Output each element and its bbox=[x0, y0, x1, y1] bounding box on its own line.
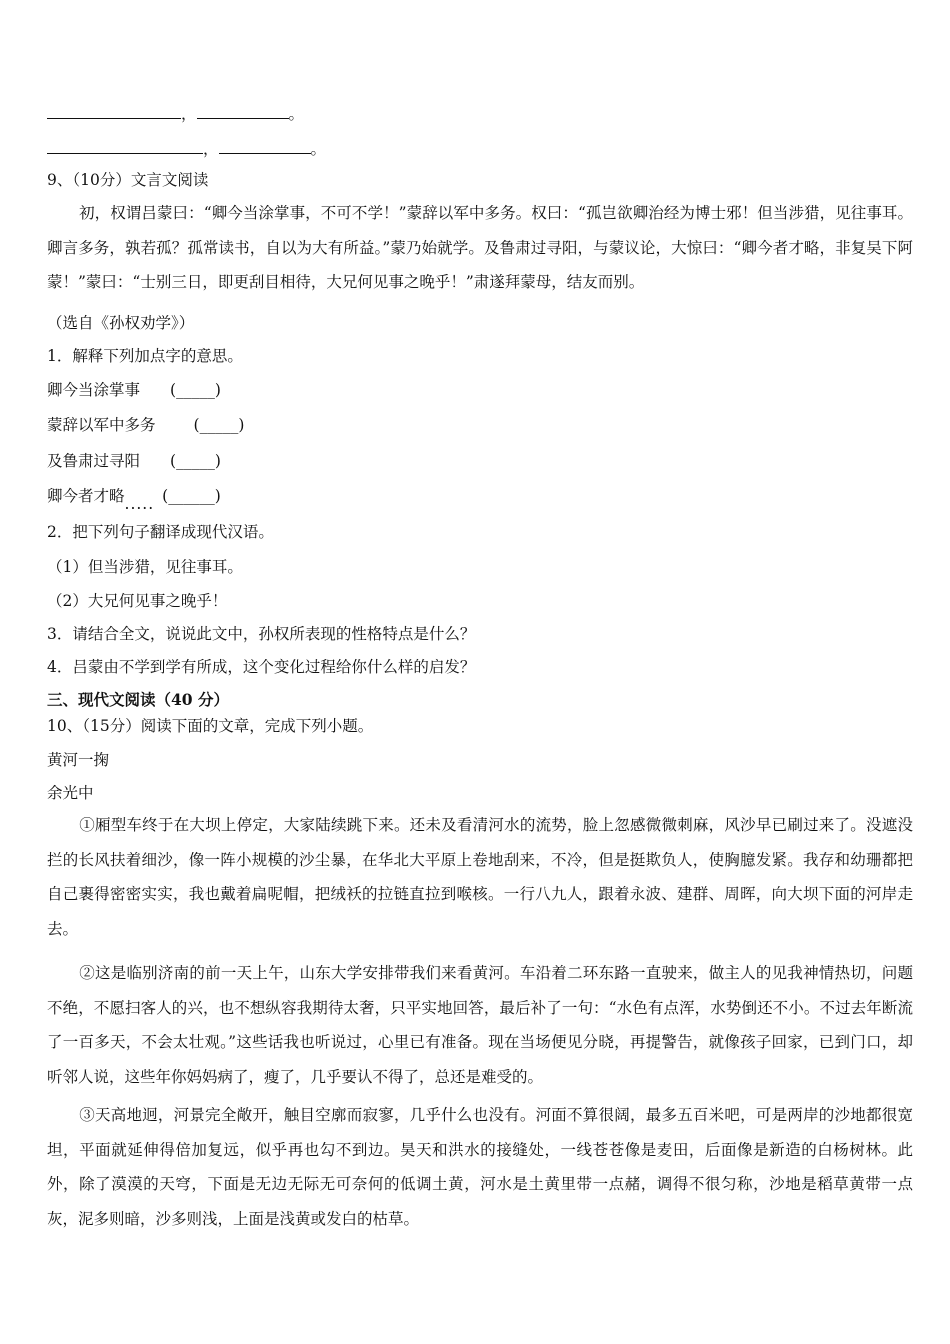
article-paragraph-1 bbox=[47, 808, 913, 946]
word-item-text: 蒙辞以军中多务 bbox=[47, 416, 156, 434]
word-item-text: 及鲁肃过寻阳 bbox=[47, 452, 141, 470]
q9-subquestion-1: 1．解释下列加点字的意思。 bbox=[47, 347, 243, 365]
word-item bbox=[47, 415, 244, 435]
paragraph-text: ②这是临别济南的前一天上午，山东大学安排带我们来看黄河。车沿着二环东路一直驶来，做主人的见我神情热切，问题不绝，不愿扫客人的兴，也不想纵容我期待太奢，只平实地回答，最后补了一句：“水色有点浑，水势倒还不小。不过去年断流了一百多天，不会太壮观。”这些话我也听说过，心里已有准备。现在当场便见分晓，再提警告，就像孩子回家，已到门口，却听邻人说，这些年你妈妈病了，瘦了，几乎要认不得了，总还是难受的。 bbox=[47, 964, 913, 1086]
word-item-blank[interactable]: (______) bbox=[162, 487, 221, 505]
word-item bbox=[47, 451, 221, 471]
paragraph-text: ③天高地迥，河景完全敞开，触目空廓而寂寥，几乎什么也没有。河面不算很阔，最多五百米吧，可是两岸的沙地都很宽坦，平面就延伸得倍加复远，似乎再也勾不到边。昊天和洪水的接缝处，一线苍苍像是麦田，后面像是新造的白杨树林。此外，除了漠漠的天穹，下面是无边无际无可奈何的低调土黄，河水是土黄里带一点赭，调得不很匀称，沙地是稻草黄带一点灰，泥多则暗，沙多则浅，上面是浅黄或发白的枯草。 bbox=[47, 1106, 913, 1228]
section-heading: 三、现代文阅读（40 分） bbox=[47, 690, 229, 709]
separator: ， bbox=[181, 105, 197, 123]
question-10-title: 10、（15分）阅读下面的文章，完成下列小题。 bbox=[47, 717, 374, 735]
word-item bbox=[47, 486, 221, 513]
answer-blank[interactable] bbox=[219, 139, 311, 154]
word-item-text: 卿今当涂掌事 bbox=[47, 381, 141, 399]
fill-line-2 bbox=[47, 139, 326, 159]
emphasis-dots: ..... bbox=[124, 495, 155, 513]
answer-blank[interactable] bbox=[47, 104, 181, 119]
classical-passage bbox=[47, 196, 913, 300]
separator: ， bbox=[203, 140, 219, 158]
word-item bbox=[47, 380, 221, 400]
article-title: 黄河一掬 bbox=[47, 751, 110, 769]
word-item-blank[interactable]: (_____) bbox=[170, 381, 221, 399]
article-paragraph-3 bbox=[47, 1098, 913, 1236]
q9-subquestion-2: 2．把下列句子翻译成现代汉语。 bbox=[47, 523, 274, 541]
q9-subquestion-3: 3．请结合全文，说说此文中，孙权所表现的性格特点是什么？ bbox=[47, 625, 476, 643]
end-mark: 。 bbox=[288, 105, 305, 123]
paragraph-text: ①厢型车终于在大坝上停定，大家陆续跳下来。还未及看清河水的流势，脸上忽感微微刺麻，风沙早已刷过来了。没遮没拦的长风扶着细沙，像一阵小规模的沙尘暴，在华北大平原上卷地刮来，不冷，但是挺欺负人，使胸臆发紧。我存和幼珊都把自己裹得密密实实，我也戴着扁呢帽，把绒袄的拉链直拉到喉核。一行八九人，跟着永波、建群、周晖，向大坝下面的河岸走去。 bbox=[47, 816, 913, 938]
word-item-blank[interactable]: (_____) bbox=[170, 452, 221, 470]
q9-subquestion-4: 4．吕蒙由不学到学有所成，这个变化过程给你什么样的启发？ bbox=[47, 658, 476, 676]
passage-text: 初，权谓吕蒙曰：“卿今当涂掌事，不可不学！”蒙辞以军中多务。权曰：“孤岂欲卿治经为博士邪！但当涉猎，见往事耳。卿言多务，孰若孤？孤常读书，自以为大有所益。”蒙乃始就学。及鲁肃过寻阳，与蒙议论，大惊曰：“卿今者才略，非复吴下阿蒙！”蒙曰：“士别三日，即更刮目相待，大兄何见事之晚乎！”肃遂拜蒙母，结友而别。 bbox=[47, 204, 913, 291]
article-author: 余光中 bbox=[47, 784, 94, 802]
q9-subquestion-2-2: （2）大兄何见事之晚乎！ bbox=[47, 592, 228, 610]
q9-subquestion-2-1: （1）但当涉猎，见往事耳。 bbox=[47, 558, 243, 576]
word-item-blank[interactable]: (_____) bbox=[193, 416, 245, 434]
end-mark: 。 bbox=[310, 140, 327, 158]
fill-line-1 bbox=[47, 104, 304, 124]
answer-blank[interactable] bbox=[197, 104, 289, 119]
word-item-text: 卿今者才略 bbox=[47, 487, 125, 505]
article-paragraph-2 bbox=[47, 956, 913, 1094]
question-9-title: 9、（10分）文言文阅读 bbox=[47, 171, 209, 189]
passage-source: （选自《孙权劝学》） bbox=[47, 314, 195, 332]
answer-blank[interactable] bbox=[47, 139, 203, 154]
